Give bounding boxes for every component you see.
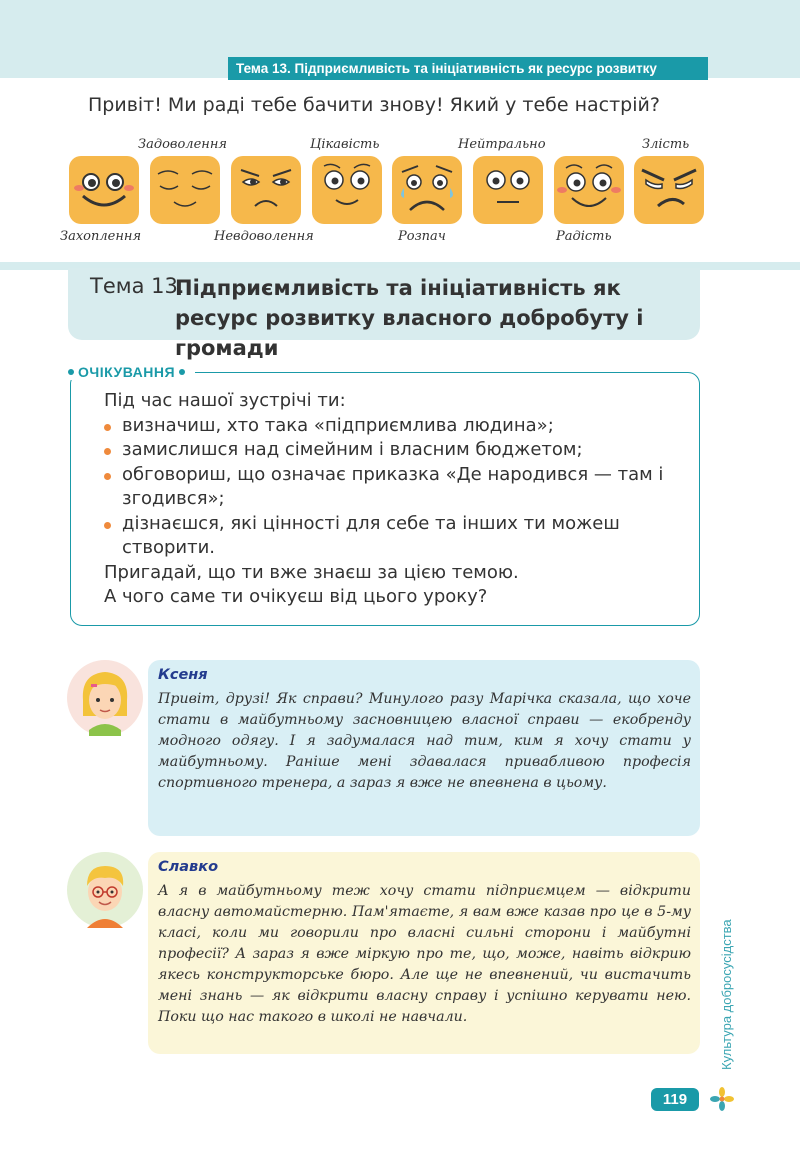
page-title: Підприємливість та ініціативність як ресурс розвитку власного добробуту і громади	[175, 276, 644, 360]
mood-face-curiosity[interactable]	[312, 156, 382, 224]
greeting-text: Привіт! Ми раді тебе бачити знову! Який у тебе настрій?	[88, 94, 660, 116]
dialogue-text-ksenia: Привіт, друзі! Як справи? Минулого разу Марічка сказала, що хоче стати в майбутньому засновницею власної справи — екобренду модного одягу. І я задумалася над тим, ким я хочу стати у майбутньому. Раніше мені здавалася привабливою професія спортивного тренера, а зараз я вже не впевнена в цьому.	[158, 691, 691, 791]
dialogue-text-slavko: А я в майбутньому теж хочу стати підприємцем — відкрити власну автомайстерню. Пам'ятаєте, я вам вже казав про це в 5-му класі, коли ми говорили про власні сильні сторони і майбутні професії? А зараз я вже міркую про те, що, може, навіть відкрию якесь конструкторське бюро. Але ще не впевнений, чи вистачить мені знань — як відкрити власну справу і успішно керувати нею. Поки що нас такого в школі не навчали.	[158, 883, 691, 1025]
expectations-list	[104, 414, 694, 561]
expectations-intro: Під час нашої зустрічі ти:	[104, 390, 346, 411]
mood-face-delight[interactable]	[69, 156, 139, 224]
neutral-face-icon	[473, 156, 543, 224]
curiosity-face-icon	[312, 156, 382, 224]
mood-face-despair[interactable]	[392, 156, 462, 224]
mood-label-joy: Радість	[556, 229, 612, 244]
avatar-ksenia	[67, 660, 143, 736]
expectations-heading	[62, 364, 195, 380]
boy-avatar-icon	[67, 852, 143, 928]
mood-face-neutral[interactable]	[473, 156, 543, 224]
mood-label-neutral: Нейтрально	[458, 137, 546, 152]
girl-avatar-icon	[67, 660, 143, 736]
list-item: дізнаєшся, які цінності для себе та інших ти можеш створити.	[104, 512, 694, 561]
list-item: замислишся над сімейним і власним бюджетом;	[104, 438, 694, 463]
section-side-label: Культура добросусідства	[719, 919, 734, 1070]
flower-icon	[709, 1086, 735, 1112]
mood-label-satisfaction: Задоволення	[138, 137, 228, 152]
mood-label-despair: Розпач	[398, 229, 446, 244]
satisfaction-face-icon	[150, 156, 220, 224]
title-prefix: Тема 13.	[90, 274, 185, 298]
list-item: обговориш, що означає приказка «Де народився — там і згодився»;	[104, 463, 694, 512]
mood-label-curiosity: Цікавість	[310, 137, 380, 152]
mood-label-delight: Захоплення	[60, 229, 142, 244]
bullet-dot-icon	[179, 369, 185, 375]
mood-label-anger: Злість	[642, 137, 690, 152]
mood-face-anger[interactable]	[634, 156, 704, 224]
avatar-slavko	[67, 852, 143, 928]
speaker-name-ksenia: Ксеня	[158, 667, 208, 683]
mood-face-joy[interactable]	[554, 156, 624, 224]
delight-face-icon	[69, 156, 139, 224]
mood-face-displeasure[interactable]	[231, 156, 301, 224]
bullet-dot-icon	[68, 369, 74, 375]
despair-face-icon	[392, 156, 462, 224]
topic-header-tab: Тема 13. Підприємливість та ініціативність як ресурс розвитку	[228, 57, 708, 80]
speaker-name-slavko: Славко	[158, 859, 219, 875]
expectations-label: ОЧІКУВАННЯ	[78, 364, 176, 380]
page-number: 119	[651, 1088, 699, 1111]
expectations-outro-2: А чого саме ти очікуєш від цього уроку?	[104, 586, 488, 607]
expectations-outro-1: Пригадай, що ти вже знаєш за цією темою.	[104, 561, 519, 583]
joy-face-icon	[554, 156, 624, 224]
expectations-content	[104, 389, 694, 610]
mood-face-satisfaction[interactable]	[150, 156, 220, 224]
list-item: визначиш, хто така «підприємлива людина»;	[104, 414, 694, 439]
mood-label-displeasure: Невдоволення	[214, 229, 314, 244]
anger-face-icon	[634, 156, 704, 224]
displeasure-face-icon	[231, 156, 301, 224]
